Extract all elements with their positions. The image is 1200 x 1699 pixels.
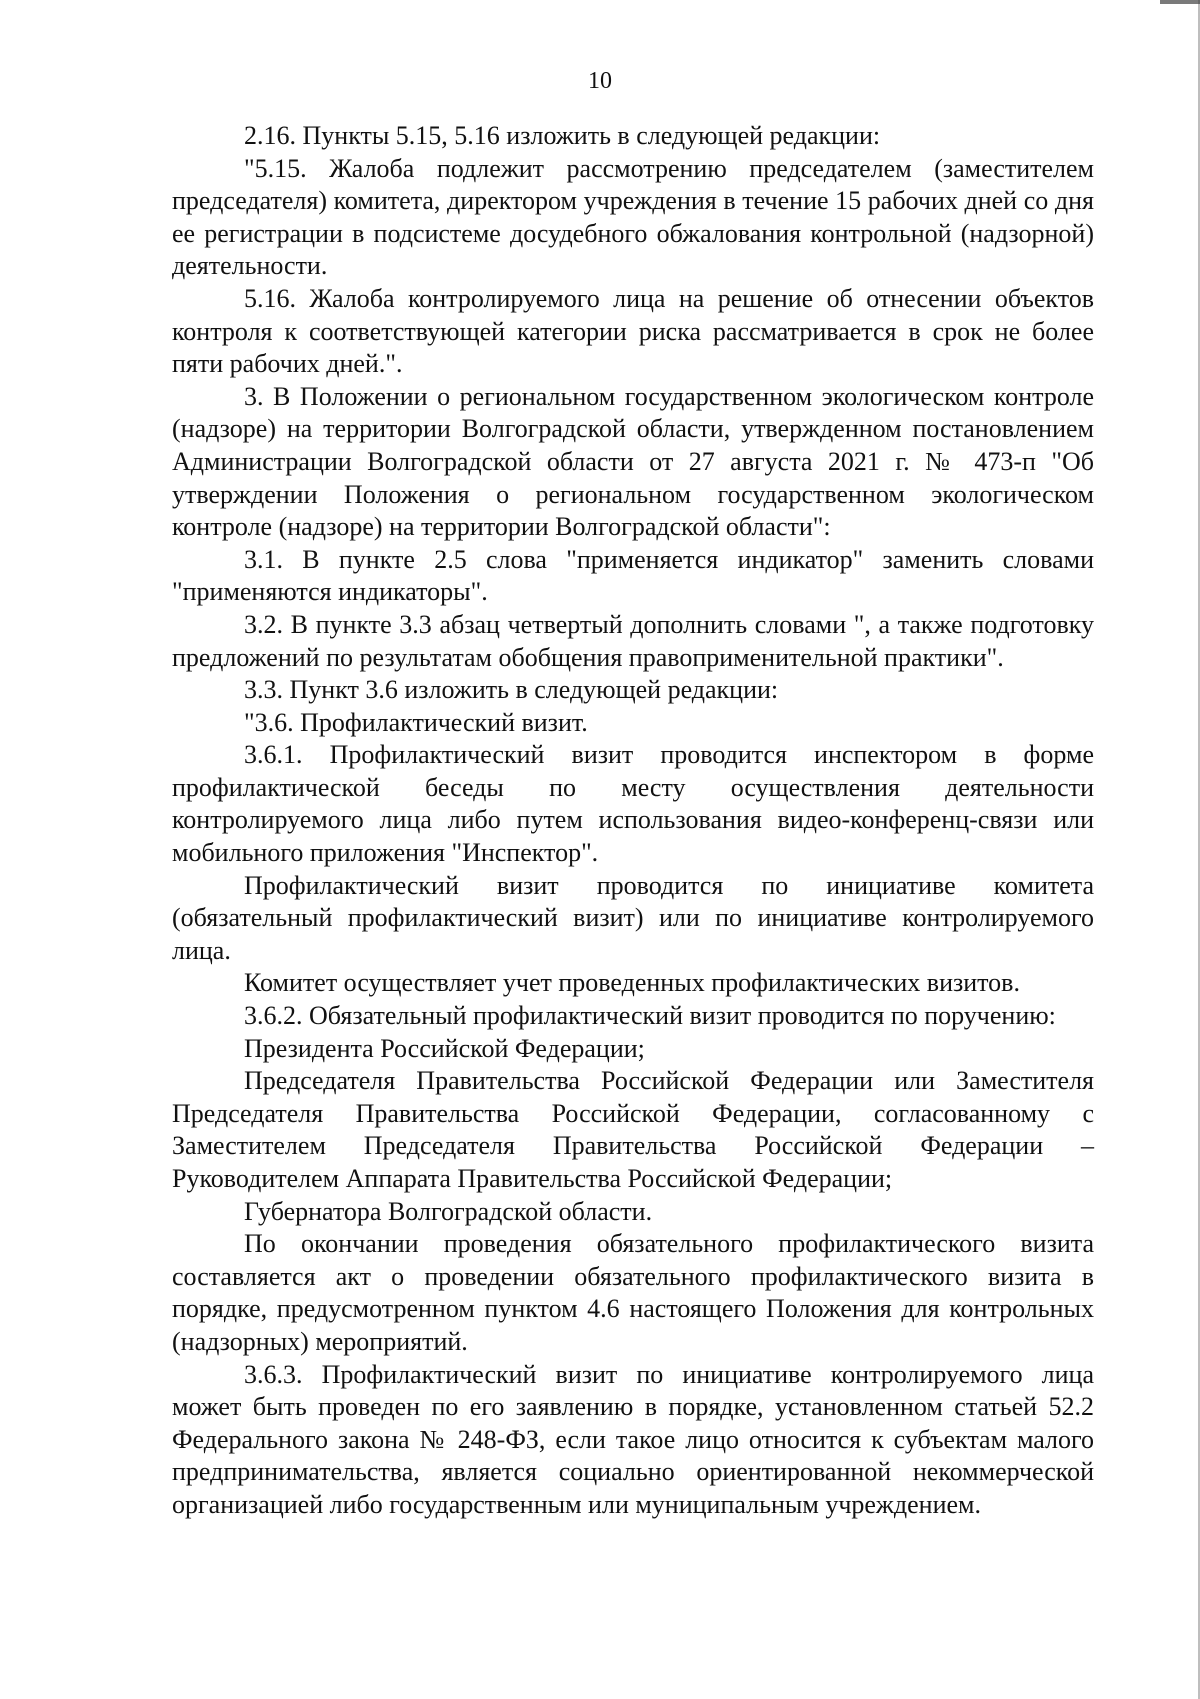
- paragraph-5-15: "5.15. Жалоба подлежит рассмотрению председателем (заместителем председателя) комитета, директором учреждения в течение 15 рабочих дней со дня ее регистрации в подсистеме досудебного обжалования контрольной (надзорной) деятельности.: [172, 153, 1094, 281]
- paragraph-3-6-1: 3.6.1. Профилактический визит проводится инспектором в форме профилактической беседы по месту осуществления деятельности контролируемого лица либо путем использования видео-конференц-связи или мобильного приложения "Инспектор".: [172, 740, 1094, 868]
- scan-corner-mark: [1160, 0, 1200, 4]
- paragraph-visit-initiative: Профилактический визит проводится по инициативе комитета (обязательный профилактический визит) или по инициативе контролируемого лица.: [172, 870, 1094, 965]
- paragraph-chairman: Председателя Правительства Российской Федерации или Заместителя Председателя Правительства Российской Федерации, согласованному с Заместителем Председателя Правительства Российской Федерации – Руководителем Аппарата Правительства Российской Федерации;: [172, 1066, 1094, 1193]
- document-body: [172, 120, 1094, 1522]
- paragraph-3-6-3: 3.6.3. Профилактический визит по инициативе контролируемого лица может быть проведен по его заявлению в порядке, установленном статьей 52.2 Федерального закона № 248-ФЗ, если такое лицо относится к субъектам малого предпринимательства, является социально ориентированной некоммерческой организацией либо государственным или муниципальным учреждением.: [172, 1359, 1094, 1519]
- paragraph-governor: Губернатора Волгоградской области.: [244, 1196, 653, 1226]
- paragraph-3-6-2: 3.6.2. Обязательный профилактический визит проводится по поручению:: [244, 1001, 1056, 1031]
- paragraph-visit-act: По окончании проведения обязательного профилактического визита составляется акт о проведении обязательного профилактического визита в порядке, предусмотренном пунктом 4.6 настоящего Положения для контрольных (надзорных) мероприятий.: [172, 1229, 1094, 1356]
- paragraph-3-6-heading: "3.6. Профилактический визит.: [244, 707, 588, 737]
- paragraph-visit-accounting: Комитет осуществляет учет проведенных профилактических визитов.: [244, 968, 1020, 998]
- paragraph-3-1: 3.1. В пункте 2.5 слова "применяется индикатор" заменить словами "применяются индикаторы".: [172, 544, 1094, 607]
- page-number: 10: [588, 68, 612, 94]
- paragraph-3-3: 3.3. Пункт 3.6 изложить в следующей редакции:: [244, 675, 779, 705]
- paragraph-2-16: 2.16. Пункты 5.15, 5.16 изложить в следующей редакции:: [244, 121, 881, 150]
- paragraph-president: Президента Российской Федерации;: [244, 1033, 645, 1063]
- paragraph-3: 3. В Положении о региональном государственном экологическом контроле (надзоре) на территории Волгоградской области, утвержденном постановлением Администрации Волгоградской области от 27 августа 2021 г. № 473-п "Об утверждении Положения о региональном государственном экологическом контроле (надзоре) на территории Волгоградской области":: [172, 381, 1094, 542]
- paragraph-5-16: 5.16. Жалоба контролируемого лица на решение об отнесении объектов контроля к соответствующей категории риска рассматривается в срок не более пяти рабочих дней.".: [172, 283, 1094, 379]
- paragraph-3-2: 3.2. В пункте 3.3 абзац четвертый дополнить словами ", а также подготовку предложений по результатам обобщения правоприменительной практики".: [172, 609, 1094, 672]
